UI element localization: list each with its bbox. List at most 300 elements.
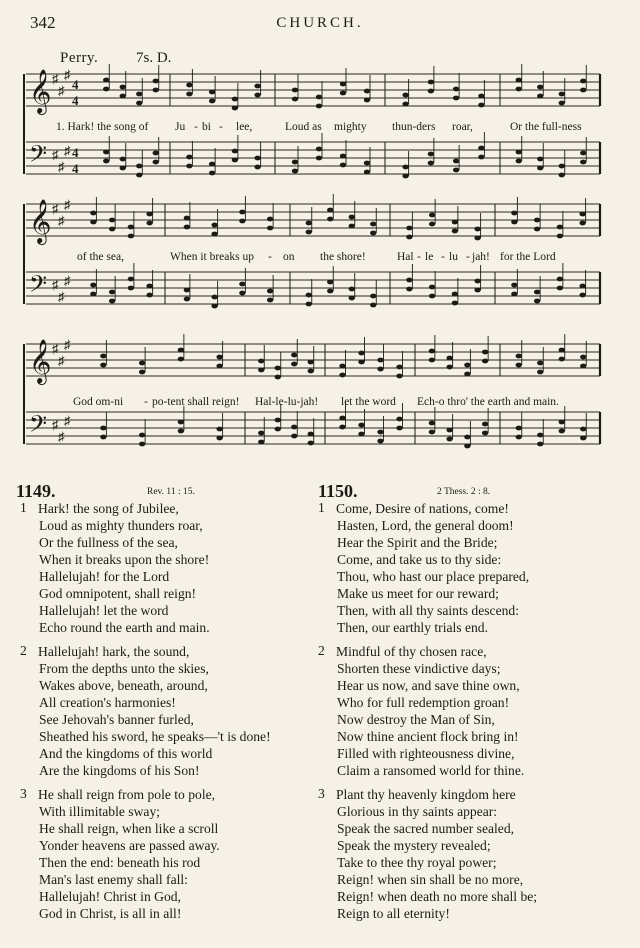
verse-line: Shorten these vindictive days; (337, 661, 501, 676)
note-head (364, 89, 370, 94)
note-head (184, 297, 190, 302)
note-head (580, 427, 586, 432)
note-head (109, 218, 115, 223)
lyric-syllable: lu (449, 251, 458, 263)
note-head (128, 277, 134, 282)
lyric-syllable: Ju (175, 121, 186, 133)
verse-line: Wakes above, beneath, around, (39, 678, 208, 693)
note-head (557, 225, 563, 230)
note-head (428, 80, 434, 85)
note-head (184, 288, 190, 293)
lyric-syllable: - (194, 121, 198, 133)
note-head (232, 97, 238, 102)
time-signature: 4 (72, 93, 79, 108)
note-head (579, 212, 585, 217)
note-head (316, 156, 322, 161)
verse-line: Man's last enemy shall fall: (39, 872, 188, 887)
verse-line: Plant thy heavenly kingdom here (336, 787, 516, 802)
note-head (139, 433, 145, 438)
verse-line: Hallelujah! let the word (39, 603, 169, 618)
verse-line: Hasten, Lord, the general doom! (337, 518, 514, 533)
note-head (559, 357, 565, 362)
stanza-number: 2 (318, 643, 325, 658)
verse-line: Come, and take us to thy side: (337, 552, 502, 567)
note-head (429, 358, 435, 363)
verse-line: When it breaks upon the shore! (39, 552, 210, 567)
note-head (139, 361, 145, 366)
note-head (139, 442, 145, 447)
sharp-icon: ♯ (52, 341, 59, 356)
note-head (136, 101, 142, 106)
note-head (402, 174, 408, 179)
verse-line: Are the kingdoms of his Son! (39, 763, 200, 778)
note-head (453, 159, 459, 164)
note-head (316, 95, 322, 100)
note-head (364, 161, 370, 166)
note-head (306, 230, 312, 235)
note-head (453, 96, 459, 101)
verse-line: Thou, who hast our place prepared, (337, 569, 530, 584)
lyric-syllable: roar, (452, 121, 473, 133)
lyric-syllable: the shore! (320, 251, 366, 263)
time-signature: 4 (72, 145, 79, 160)
sharp-icon: ♯ (64, 413, 71, 428)
note-head (109, 290, 115, 295)
note-head (103, 150, 109, 155)
note-head (406, 226, 412, 231)
note-head (537, 442, 543, 447)
note-head (559, 101, 565, 106)
note-head (327, 289, 333, 294)
verse-line: Reign! when death no more shall be; (337, 889, 538, 904)
note-head (178, 348, 184, 353)
note-head (153, 160, 159, 165)
note-head (100, 354, 106, 359)
note-head (464, 435, 470, 440)
note-head (429, 222, 435, 227)
lyric-syllable: for the Lord (500, 251, 556, 263)
note-head (254, 156, 260, 161)
verse-line: Then, our earthly trials end. (337, 620, 488, 635)
note-head (184, 216, 190, 221)
note-head (327, 280, 333, 285)
bass-clef-icon: 𝄢 (29, 270, 48, 303)
note-head (478, 146, 484, 151)
note-head (396, 426, 402, 431)
note-head (258, 368, 264, 373)
note-head (557, 234, 563, 239)
note-head (537, 361, 543, 366)
lyric-syllable: bi (202, 121, 211, 133)
note-head (474, 288, 480, 293)
note-head (402, 165, 408, 170)
note-head (511, 211, 517, 216)
verse-line: Sheathed his sword, he speaks—'t is done! (39, 729, 271, 744)
verse-line: Speak the sacred number sealed, (337, 821, 515, 836)
verse-line: Come, Desire of nations, come! (336, 501, 509, 516)
note-head (120, 85, 126, 90)
stanza-number: 1 (318, 500, 325, 515)
lyric-syllable: - (466, 251, 470, 263)
note-head (239, 291, 245, 296)
note-head (516, 78, 522, 83)
verse-line: From the depths unto the skies, (39, 661, 209, 676)
lyric-syllable: Or the full-ness (510, 121, 582, 133)
verse-line: With illimitable sway; (39, 804, 161, 819)
note-head (184, 225, 190, 230)
verse-line: Make us meet for our reward; (337, 586, 499, 601)
note-head (358, 423, 364, 428)
note-head (516, 426, 522, 431)
note-head (232, 158, 238, 163)
note-head (377, 439, 383, 444)
note-head (316, 147, 322, 152)
note-head (580, 160, 586, 165)
verse-line: Now destroy the Man of Sin, (337, 712, 495, 727)
note-head (306, 302, 312, 307)
time-signature: 4 (72, 161, 79, 176)
note-head (474, 236, 480, 241)
verse-line: And the kingdoms of this world (39, 746, 213, 761)
note-head (478, 94, 484, 99)
note-head (534, 218, 540, 223)
lyric-syllable: When it breaks up (170, 251, 254, 263)
note-head (216, 427, 222, 432)
treble-clef-icon: 𝄞 (29, 199, 52, 243)
note-head (308, 369, 314, 374)
note-head (292, 160, 298, 165)
sharp-icon: ♯ (52, 417, 59, 432)
note-head (478, 155, 484, 160)
verse-line: Then the end: beneath his rod (39, 855, 201, 870)
note-head (267, 217, 273, 222)
note-head (537, 433, 543, 438)
note-head (406, 287, 412, 292)
lyric-syllable: lee, (236, 121, 253, 133)
note-head (239, 282, 245, 287)
note-head (364, 98, 370, 103)
note-head (239, 210, 245, 215)
hymn-1149-number: 1149. (16, 481, 56, 501)
note-head (428, 89, 434, 94)
note-head (128, 286, 134, 291)
note-head (90, 211, 96, 216)
sharp-icon: ♯ (64, 143, 71, 158)
note-head (186, 83, 192, 88)
verse-line: Claim a ransomed world for thine. (337, 763, 525, 778)
note-head (258, 440, 264, 445)
note-head (292, 97, 298, 102)
sharp-icon: ♯ (52, 71, 59, 86)
note-head (209, 171, 215, 176)
note-head (103, 159, 109, 164)
note-head (452, 301, 458, 306)
stanza-number: 3 (20, 786, 27, 801)
note-head (464, 372, 470, 377)
note-head (291, 353, 297, 358)
note-head (370, 294, 376, 299)
stanza-number: 2 (20, 643, 27, 658)
note-head (453, 87, 459, 92)
note-head (580, 151, 586, 156)
note-head (146, 212, 152, 217)
verse-line: Then, with all thy saints descend: (337, 603, 519, 618)
stanza-number: 3 (318, 786, 325, 801)
note-head (109, 227, 115, 232)
note-head (452, 292, 458, 297)
note-head (406, 278, 412, 283)
note-head (211, 295, 217, 300)
note-head (402, 93, 408, 98)
note-head (428, 152, 434, 157)
note-head (396, 417, 402, 422)
note-head (482, 431, 488, 436)
note-head (275, 375, 281, 380)
note-head (482, 359, 488, 364)
note-head (349, 296, 355, 301)
note-head (292, 88, 298, 93)
note-head (429, 349, 435, 354)
note-head (537, 94, 543, 99)
note-head (559, 348, 565, 353)
sharp-icon: ♯ (58, 353, 65, 368)
verse-line: Hear the Spirit and the Bride; (337, 535, 498, 550)
note-head (452, 220, 458, 225)
note-head (291, 425, 297, 430)
note-head (139, 370, 145, 375)
note-head (90, 292, 96, 297)
note-head (349, 215, 355, 220)
lyric-syllable: - (441, 251, 445, 263)
note-head (474, 227, 480, 232)
verse-line: Hallelujah! for the Lord (39, 569, 170, 584)
note-head (429, 421, 435, 426)
note-head (186, 164, 192, 169)
hymn-1149-reference: Rev. 11 : 15. (147, 487, 195, 497)
note-head (534, 227, 540, 232)
note-head (258, 431, 264, 436)
verse-line: See Jehovah's banner furled, (39, 712, 194, 727)
note-head (516, 87, 522, 92)
note-head (406, 235, 412, 240)
note-head (292, 169, 298, 174)
note-head (559, 429, 565, 434)
verse-line: Now thine ancient flock bring in! (337, 729, 519, 744)
note-head (339, 364, 345, 369)
note-head (109, 299, 115, 304)
note-head (254, 165, 260, 170)
note-head (339, 416, 345, 421)
note-head (579, 284, 585, 289)
note-head (429, 430, 435, 435)
note-head (516, 363, 522, 368)
note-head (377, 430, 383, 435)
note-head (349, 287, 355, 292)
sharp-icon: ♯ (52, 201, 59, 216)
note-head (232, 106, 238, 111)
note-head (559, 173, 565, 178)
sharp-icon: ♯ (52, 147, 59, 162)
note-head (216, 355, 222, 360)
verse-line: All creation's harmonies! (39, 695, 176, 710)
lyric-syllable: le (425, 251, 434, 263)
treble-clef-icon: 𝄞 (29, 69, 52, 113)
note-head (146, 284, 152, 289)
verse-line: Who for full redemption groan! (337, 695, 510, 710)
note-head (429, 285, 435, 290)
verse-line: God in Christ, is all in all! (39, 906, 182, 921)
lyric-syllable: thun-ders (392, 121, 436, 133)
note-head (128, 225, 134, 230)
lyric-syllable: of the sea, (77, 251, 124, 263)
note-head (211, 304, 217, 309)
note-head (482, 422, 488, 427)
lyric-syllable: - (268, 251, 272, 263)
note-head (308, 360, 314, 365)
lyric-syllable: on (283, 251, 295, 263)
lyric-syllable: - (417, 251, 421, 263)
note-head (100, 426, 106, 431)
note-head (178, 429, 184, 434)
note-head (339, 373, 345, 378)
note-head (120, 157, 126, 162)
note-head (258, 359, 264, 364)
verse-line: Reign! when sin shall be no more, (337, 872, 524, 887)
note-head (209, 99, 215, 104)
note-head (516, 159, 522, 164)
bass-clef-icon: 𝄢 (29, 410, 48, 443)
note-head (377, 367, 383, 372)
note-head (580, 88, 586, 93)
page-number: 342 (30, 13, 56, 32)
verse-line: Yonder heavens are passed away. (39, 838, 220, 853)
verse-line: Echo round the earth and main. (39, 620, 210, 635)
note-head (453, 168, 459, 173)
verse-line: Hallelujah! hark, the sound, (38, 644, 190, 659)
note-head (396, 365, 402, 370)
note-head (429, 213, 435, 218)
note-head (153, 79, 159, 84)
lyric-syllable: God om-ni (73, 396, 124, 408)
note-head (579, 221, 585, 226)
note-head (186, 92, 192, 97)
note-head (537, 85, 543, 90)
verse-line: God omnipotent, shall reign! (39, 586, 197, 601)
note-head (474, 279, 480, 284)
hymn-1150-reference: 2 Thess. 2 : 8. (437, 487, 491, 497)
verse-line: Hallelujah! Christ in God, (39, 889, 181, 904)
note-head (239, 219, 245, 224)
note-head (446, 356, 452, 361)
sharp-icon: ♯ (58, 159, 65, 174)
lyric-syllable: Hal (397, 251, 414, 263)
note-head (136, 92, 142, 97)
note-head (120, 94, 126, 99)
sharp-icon: ♯ (64, 273, 71, 288)
note-head (364, 170, 370, 175)
note-head (358, 351, 364, 356)
note-head (339, 425, 345, 430)
note-head (516, 435, 522, 440)
note-head (559, 164, 565, 169)
note-head (211, 232, 217, 237)
note-head (275, 427, 281, 432)
stanza-number: 1 (20, 500, 27, 515)
sharp-icon: ♯ (64, 67, 71, 82)
note-head (464, 444, 470, 449)
note-head (452, 229, 458, 234)
note-head (511, 283, 517, 288)
note-head (216, 364, 222, 369)
sharp-icon: ♯ (64, 337, 71, 352)
note-head (90, 283, 96, 288)
note-head (136, 164, 142, 169)
sharp-icon: ♯ (58, 289, 65, 304)
note-head (216, 436, 222, 441)
note-head (291, 362, 297, 367)
note-head (340, 154, 346, 159)
note-head (100, 435, 106, 440)
note-head (370, 222, 376, 227)
note-head (511, 220, 517, 225)
note-head (534, 299, 540, 304)
note-head (153, 151, 159, 156)
sharp-icon: ♯ (58, 429, 65, 444)
note-head (534, 290, 540, 295)
bass-clef-icon: 𝄢 (29, 140, 48, 173)
note-head (446, 428, 452, 433)
note-head (559, 92, 565, 97)
sharp-icon: ♯ (58, 213, 65, 228)
note-head (103, 87, 109, 92)
note-head (327, 217, 333, 222)
note-head (580, 436, 586, 441)
note-head (370, 303, 376, 308)
note-head (464, 363, 470, 368)
note-head (482, 350, 488, 355)
sharp-icon: ♯ (58, 83, 65, 98)
note-head (90, 220, 96, 225)
hymn-1150-number: 1150. (318, 481, 358, 501)
sharp-icon: ♯ (52, 277, 59, 292)
note-head (478, 103, 484, 108)
lyric-syllable: Loud as (285, 121, 322, 133)
note-head (291, 434, 297, 439)
note-head (349, 224, 355, 229)
tune-meter: 7s. D. (136, 50, 172, 66)
note-head (146, 221, 152, 226)
note-head (557, 286, 563, 291)
note-head (254, 84, 260, 89)
verse-line: Speak the mystery revealed; (337, 838, 491, 853)
lyric-syllable: let the word (341, 396, 396, 408)
lyric-syllable: jah! (472, 251, 490, 263)
note-head (103, 78, 109, 83)
note-head (308, 432, 314, 437)
note-head (340, 91, 346, 96)
note-head (267, 226, 273, 231)
verse-line: Reign to all eternity! (337, 906, 450, 921)
note-head (186, 155, 192, 160)
lyric-syllable: po-tent shall reign! (152, 396, 240, 408)
note-head (537, 370, 543, 375)
sharp-icon: ♯ (64, 197, 71, 212)
note-head (316, 104, 322, 109)
note-head (306, 293, 312, 298)
note-head (178, 357, 184, 362)
note-head (580, 364, 586, 369)
lyric-syllable: - (219, 121, 223, 133)
